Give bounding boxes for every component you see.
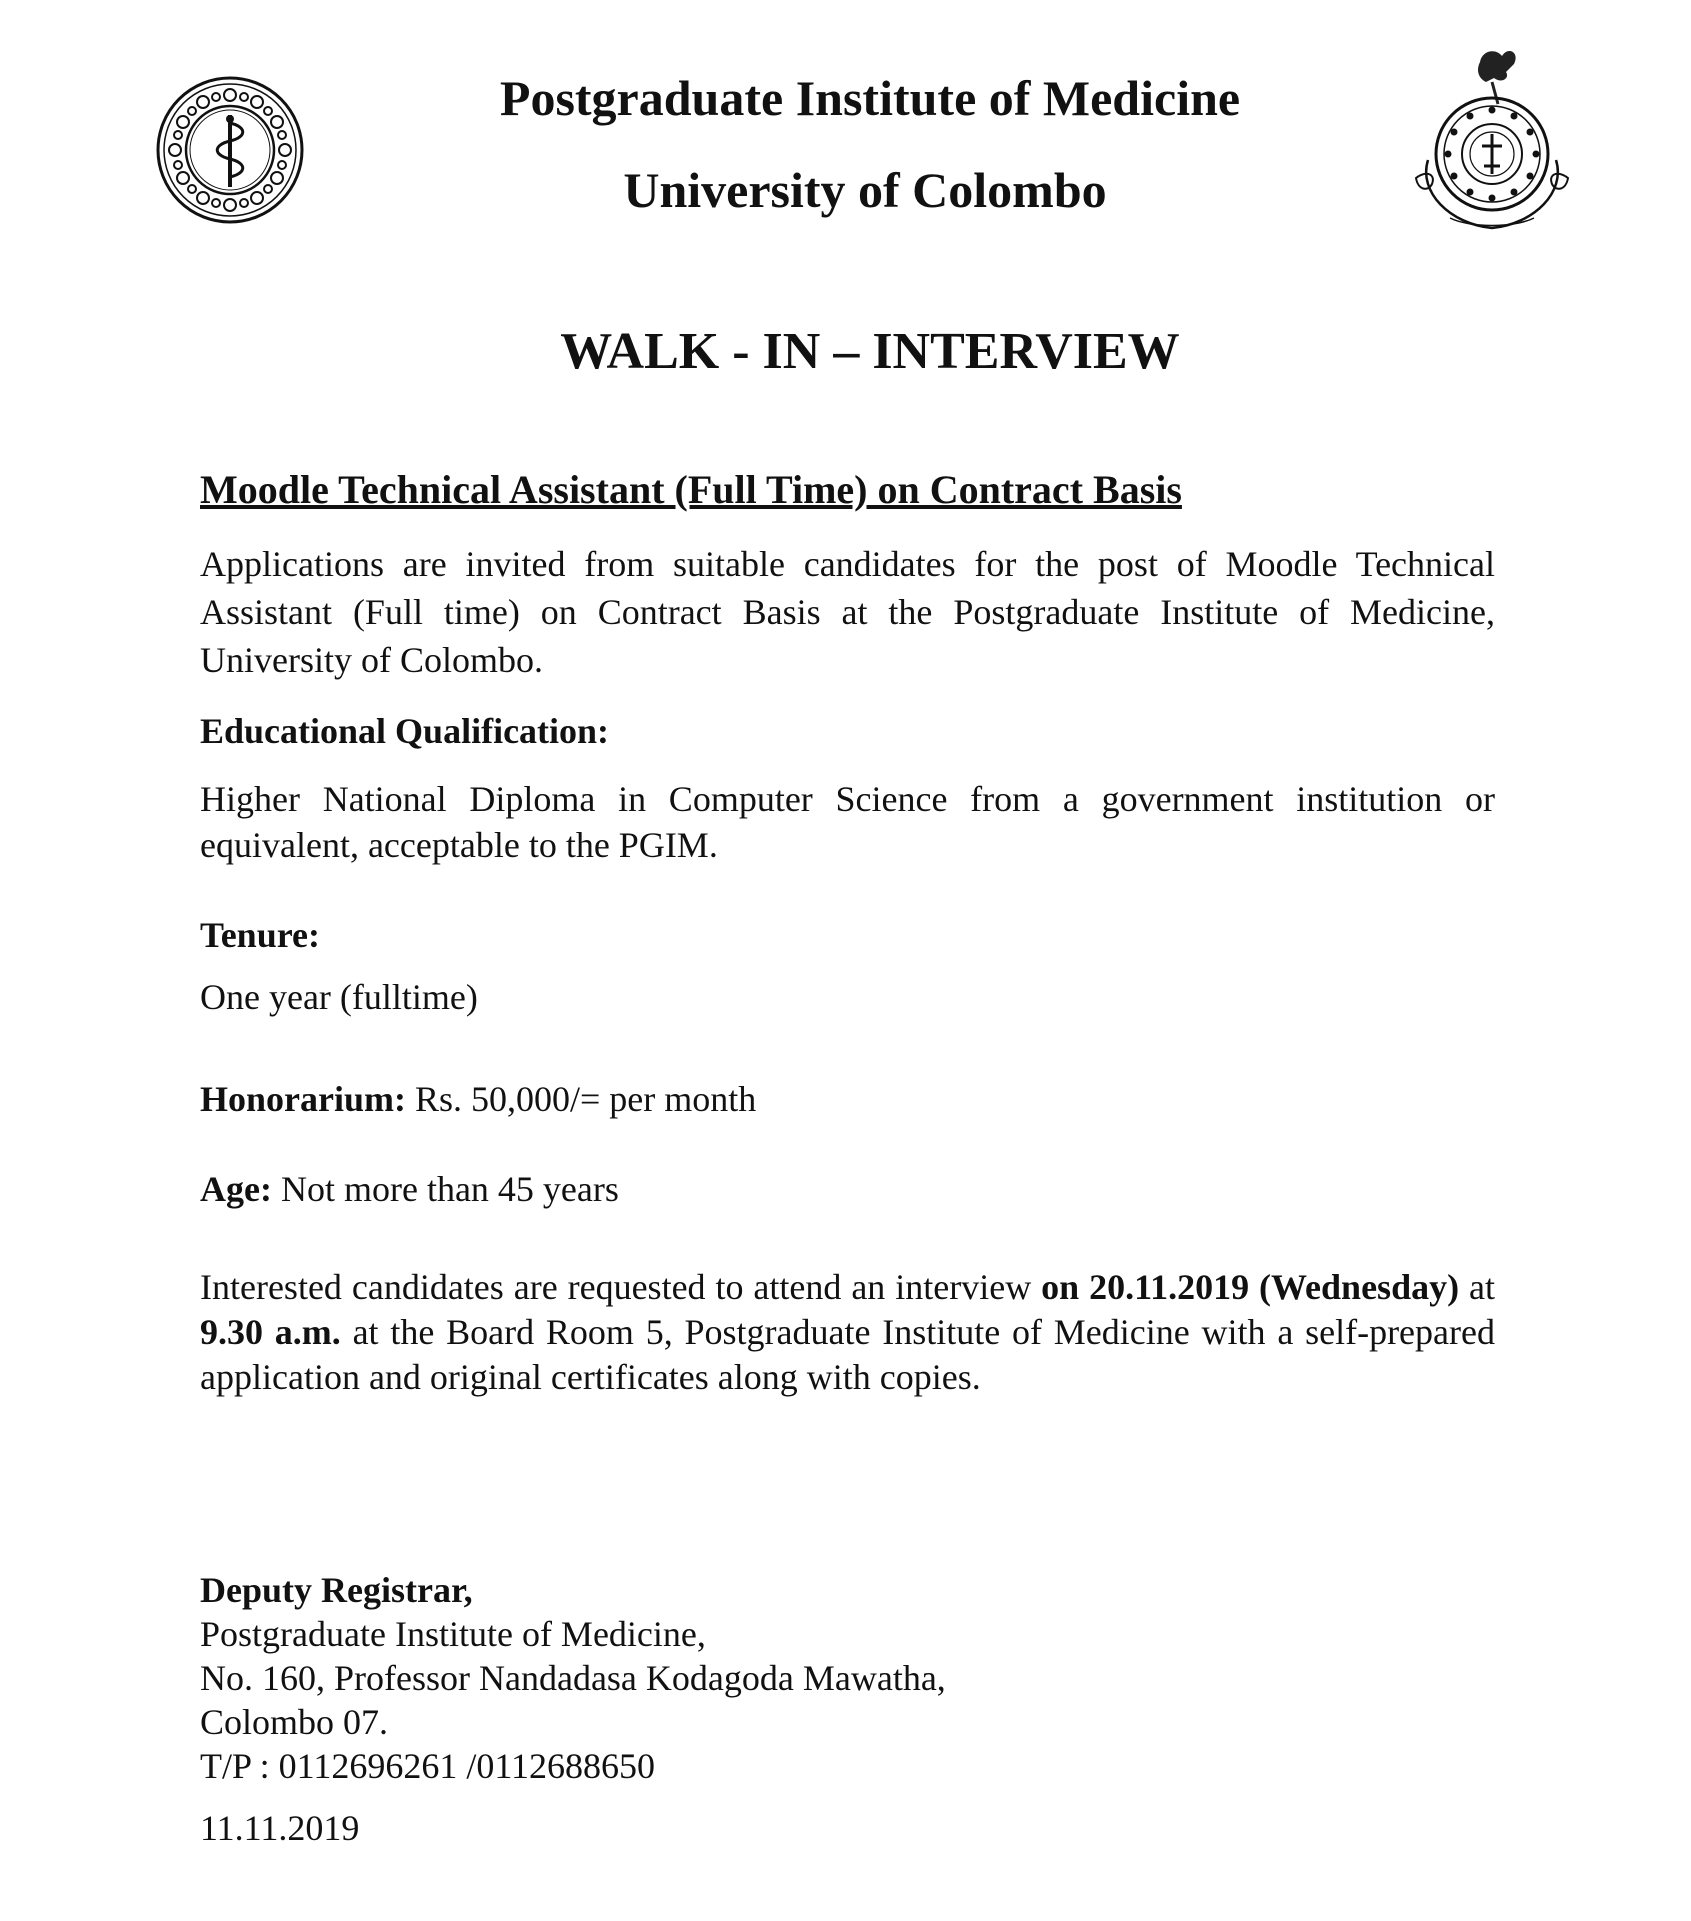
notice-date: 11.11.2019 <box>200 1808 360 1848</box>
tenure-label: Tenure: <box>200 915 321 955</box>
age-line <box>200 1166 1495 1212</box>
education-text: Higher National Diploma in Computer Science from a government institution or equivalent, acceptable to the PGIM. <box>200 779 1495 865</box>
signoff-title: Deputy Registrar, <box>200 1570 473 1610</box>
university-name: University of Colombo <box>623 162 1107 218</box>
tenure-text: One year (fulltime) <box>200 977 478 1017</box>
age-value: Not more than 45 years <box>271 1169 619 1209</box>
interview-text-3: at the Board Room 5, Postgraduate Institute of Medicine with a self-prepared application and original certificates along with copies. <box>200 1312 1495 1397</box>
honorarium-line <box>200 1076 1495 1122</box>
signoff-street: No. 160, Professor Nandadasa Kodagoda Mawatha, <box>200 1658 946 1698</box>
signoff-phone: T/P : 0112696261 /0112688650 <box>200 1746 656 1786</box>
interview-date: on 20.11.2019 (Wednesday) <box>1041 1267 1460 1307</box>
signoff-institute: Postgraduate Institute of Medicine, <box>200 1614 706 1654</box>
interview-text-2: at <box>1459 1267 1495 1307</box>
signoff-city: Colombo 07. <box>200 1702 389 1742</box>
education-label: Educational Qualification: <box>200 711 610 751</box>
institute-name: Postgraduate Institute of Medicine <box>499 70 1241 126</box>
interview-time: 9.30 a.m. <box>200 1312 341 1352</box>
signoff-block <box>200 1568 946 1788</box>
interview-text-1: Interested candidates are requested to attend an interview <box>200 1267 1042 1307</box>
honorarium-value: Rs. 50,000/= per month <box>405 1079 757 1119</box>
interview-paragraph <box>200 1265 1495 1400</box>
honorarium-label: Honorarium: <box>200 1079 406 1119</box>
age-label: Age: <box>200 1169 272 1209</box>
intro-paragraph: Applications are invited from suitable candidates for the post of Moodle Technical Assistant (Full time) on Contract Basis at the Postgraduate Institute of Medicine, University of Colombo. <box>200 544 1495 680</box>
post-title: Moodle Technical Assistant (Full Time) on Contract Basis <box>200 467 1182 512</box>
notice-heading: WALK - IN – INTERVIEW <box>560 323 1180 380</box>
